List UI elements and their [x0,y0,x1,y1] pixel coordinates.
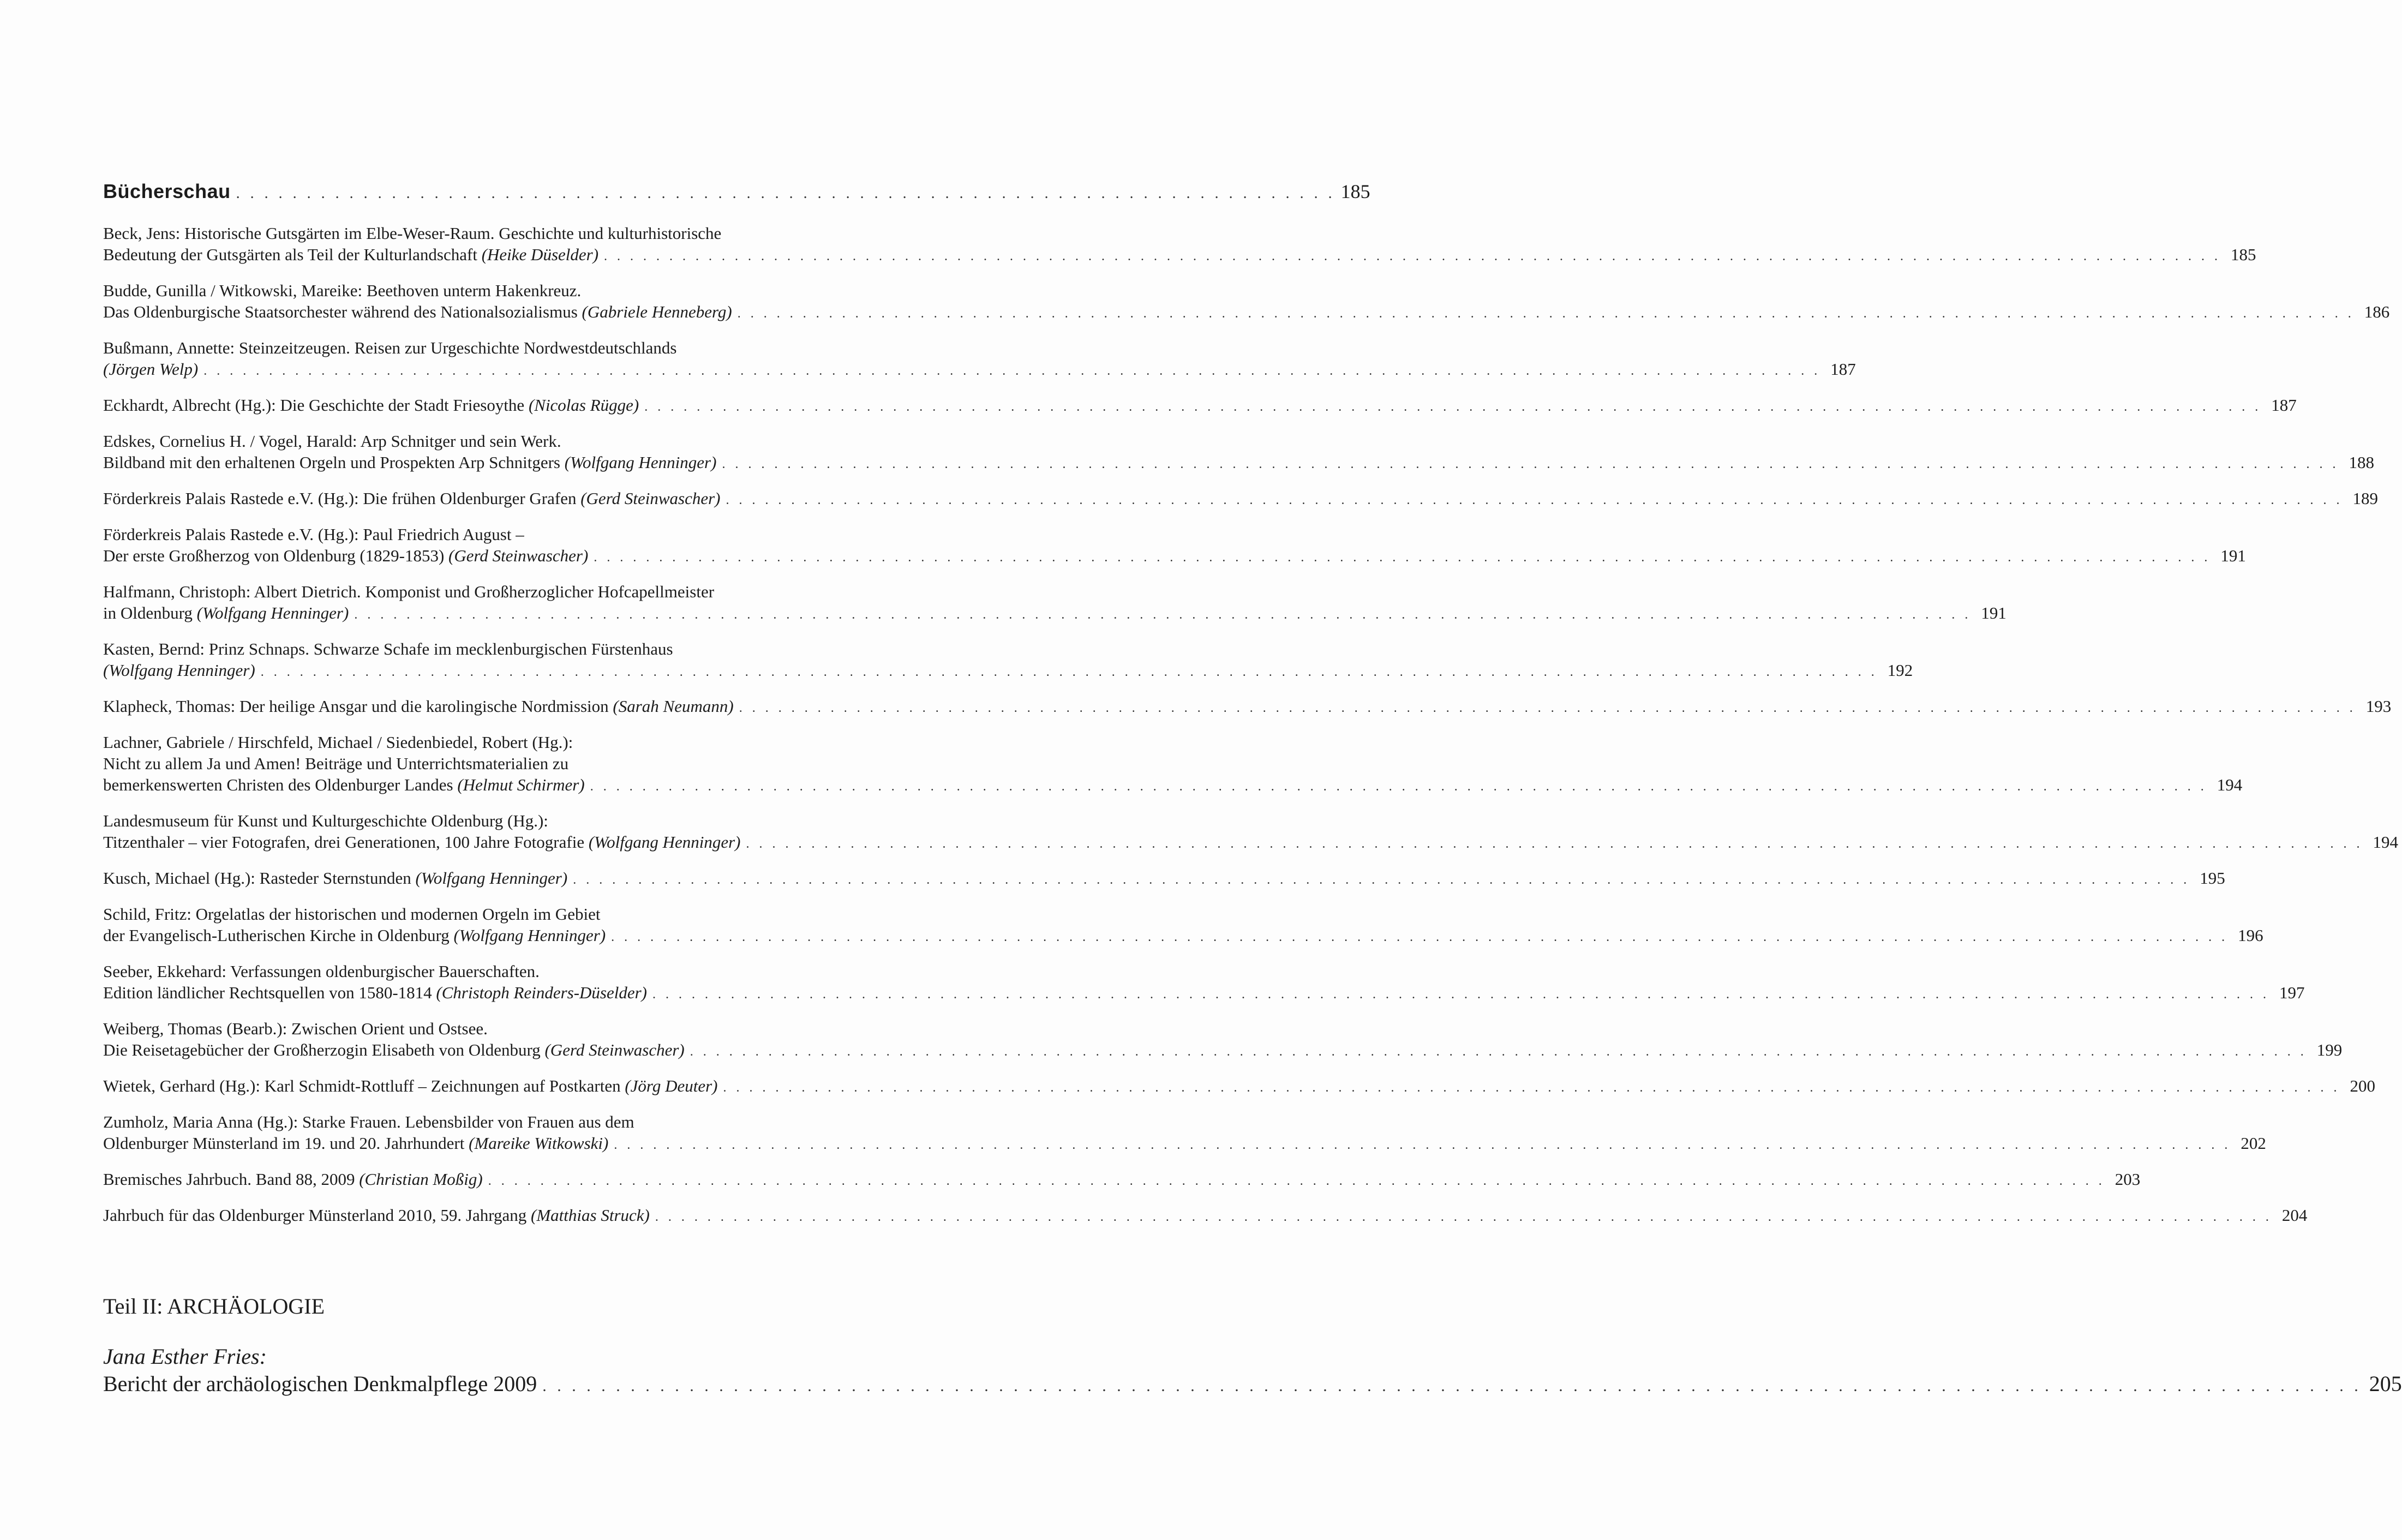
entry-text [103,867,567,889]
article-entry [103,1343,2402,1400]
dot-leader: . . . . . . . . . . . . . . . . . . . . . . . . . . . . . . . . . . . . . . . . . . . . . . . . . . . . . . . . . . . . . . . . . . . . . . . . . . . . . . . . . . . . . . . . . . . . . . . . . . . . . . . . . . . . . . . . . . . . . . . . . . . . [722,457,2339,471]
reviewer-name: (Helmut Schirmer) [457,775,585,794]
entry-text [103,1205,650,1226]
dot-leader: . . . . . . . . . . . . . . . . . . . . . . . . . . . . . . . . . . . . . . . . . . . . . . . . . . . . . . . . . . . . . . . . . . . . . . . . . . . . . . . . . . . . . . . . . . . . . . . . . . . . . . . . . . . . . . . . . . . . . . . . . . . . [690,1045,2307,1059]
entry-title: Das Oldenburgische Staatsorchester während des Nationalsozialismus [103,302,578,321]
entry-title: Bildband mit den erhaltenen Orgeln und Prospekten Arp Schnitgers [103,453,560,472]
dot-leader: . . . . . . . . . . . . . . . . . . . . . . . . . . . . . . . . . . . . . . . . . . . . . . . . . . . . . . . . . . . . . . . . . . . . . . . . . . . . . . . . . . . . . . . . . . . . . . . . . . . . . . . . . . . . . . . . . . . . . . . . . . . . [652,987,2269,1002]
entry-title: Bremisches Jahrbuch. Band 88, 2009 [103,1170,355,1189]
entry-title: Klapheck, Thomas: Der heilige Ansgar und die karolingische Nordmission [103,697,609,716]
review-entries [103,223,2399,1228]
entry-line: Kasten, Bernd: Prinz Schnaps. Schwarze Schafe im mecklenburgischen Fürstenhaus [103,639,673,658]
entry-page-number: 187 [2271,396,2297,415]
dot-leader: . . . . . . . . . . . . . . . . . . . . . . . . . . . . . . . . . . . . . . . . . . . . . . . . . . . . . . . . . . . . . . . . . . . . . . . . . . . . . . . . . . . . . . . . . . . . . . . . . . . . . . . . . . . . . . . . . . . . . . . . . . . . [746,837,2363,851]
entry-page-number: 188 [2349,453,2374,472]
entry-page-number: 194 [2217,775,2243,794]
entry-title: Titzenthaler – vier Fotografen, drei Generationen, 100 Jahre Fotografie [103,832,585,852]
toc-entry [103,1018,2343,1063]
entry-page-number: 202 [2241,1134,2266,1153]
reviewer-name: (Wolfgang Henninger) [103,661,255,680]
reviewer-name: (Sarah Neumann) [613,697,734,716]
reviewer-name: (Nicolas Rügge) [528,396,639,415]
section-title: Bücherschau [103,180,231,202]
entry-page-number: 189 [2352,489,2378,508]
toc-entry [103,867,2225,891]
entry-text [103,1132,608,1154]
entry-title: Förderkreis Palais Rastede e.V. (Hg.): Die frühen Oldenburger Grafen [103,489,577,508]
reviewer-name: (Wolfgang Henninger) [415,868,568,888]
entry-title: Oldenburger Münsterland im 19. und 20. Jahrhundert [103,1134,465,1153]
entry-title: der Evangelisch-Lutherischen Kirche in Oldenburg [103,926,450,945]
entry-page-number: 194 [2373,832,2399,852]
dot-leader: . . . . . . . . . . . . . . . . . . . . . . . . . . . . . . . . . . . . . . . . . . . . . . . . . . . . . . . . . . . . . . . . . . . . . . . . . . . . . . . . . . . . . . . . . . . . . . . . . . . . . . . . . . . . . . . . . . . . . . . . . . . . [260,665,1878,679]
dot-leader: . . . . . . . . . . . . . . . . . . . . . . . . . . . . . . . . . . . . . . . . . . . . . . . . . . . . . . . . . . . . . . . . . . . . . . . . . . . . . . . . . . . . . . . . . . . . . . . . . . . . . . . . . . . . . . . . . . . . . . . . . . . . [737,307,2355,321]
entry-title: Wietek, Gerhard (Hg.): Karl Schmidt-Rottluff – Zeichnungen auf Postkarten [103,1076,621,1095]
reviewer-name: (Heike Düselder) [481,245,599,264]
entry-text [103,545,588,566]
dot-leader: . . . . . . . . . . . . . . . . . . . . . . . . . . . . . . . . . . . . . . . . . . . . . . . . . . . . . . . . . . . . . . . . . . . . . . . . . . . . . . . . . . . . . . . . . . . . . . . . . . . . . . . . . . . . . . . . . . . . . . . . . . . . [573,873,2190,887]
entry-line: Halfmann, Christoph: Albert Dietrich. Komponist und Großherzoglicher Hofcapellmeister [103,582,715,601]
reviewer-name: (Gerd Steinwascher) [448,546,589,565]
toc-entry [103,488,2378,511]
entry-page-number: 196 [2238,926,2263,945]
dot-leader: . . . . . . . . . . . . . . . . . . . . . . . . . . . . . . . . . . . . . . . . . . . . . . . . . . . . . . . . . . . . . . . . . . . . . . . . . . . . . . . . . . . . . . . . . . . . . . . . . . . . . . . . . . . . . . . . . . . . . . . . . . . . [644,400,2262,414]
entry-text [103,1075,718,1096]
toc-entry [103,430,2374,475]
entry-page-number: 200 [2350,1076,2375,1095]
toc-entry [103,280,2390,325]
entry-page-number: 193 [2365,697,2392,716]
dot-leader: . . . . . . . . . . . . . . . . . . . . . . . . . . . . . . . . . . . . . . . . . . . . . . . . . . . . . . . . . . . . . . . . . . . . . . . . . . . . . . . . . . . . . . . . . . . . . . . . . . . . . . . . . . . . . . . . . . . . . . . . . . . . [203,364,1821,378]
reviewer-name: (Matthias Struck) [531,1206,650,1225]
reviewer-name: (Wolfgang Henninger) [196,603,349,622]
dot-leader: . . . . . . . . . . . . . . . . . . . . . . . . . . . . . . . . . . . . . . . . . . . . . . . . . . . . . . . . . . . . . . . . . . . . . . . . . . . . . . . . . . . . . . . . . . . . . . . . . . . . . . . . . . . . . . . . . . . . . . . . . . . . [614,1138,2231,1152]
entry-title: Edition ländlicher Rechtsquellen von 1580-1814 [103,983,432,1002]
entry-line: Budde, Gunilla / Witkowski, Mareike: Beethoven unterm Hakenkreuz. [103,281,582,300]
entry-text [103,982,647,1003]
toc-entry [103,524,2246,568]
reviewer-name: (Gerd Steinwascher) [580,489,721,508]
article-title: Bericht der archäologischen Denkmalpflege 2009 [103,1371,537,1396]
dot-leader: . . . . . . . . . . . . . . . . . . . . . . . . . . . . . . . . . . . . . . . . . . . . . . . . . . . . . . . . . . . . . . . . . . . . . . . . . . . . . . . . . . . . . . . . . . . . . . . . . . . . . . . . . . . . . . . . . . . . . . . . . . . . [655,1210,2272,1224]
dot-leader: . . . . . . . . . . . . . . . . . . . . . . . . . . . . . . . . . . . . . . . . . . . . . . . . . . . . . . . . . . . . . . . . . . . . . . . . . . . . . . . . . . . . . . . . . . . . . . . . . . . . . . . . . . . . . . . . . . . . . . . . . . . . [594,550,2211,565]
reviewer-name: (Christoph Reinders-Düselder) [436,983,647,1002]
entry-line: Schild, Fritz: Orgelatlas der historischen und modernen Orgeln im Gebiet [103,904,601,924]
entry-page-number: 186 [2364,302,2390,321]
entry-title: Kusch, Michael (Hg.): Rasteder Sternstunden [103,868,411,888]
entry-title: in Oldenburg [103,603,193,622]
entry-line: Nicht zu allem Ja und Amen! Beiträge und Unterrichtsmaterialien zu [103,754,569,773]
toc-entry [103,696,2392,719]
reviewer-name: (Wolfgang Henninger) [453,926,606,945]
entry-text [103,696,734,717]
reviewer-name: (Jörg Deuter) [625,1076,718,1095]
dot-leader: . . . . . . . . . . . . . . . . . . . . . . . . . . . . . . . . . . . . . . . . . . . . . . . . . . . . . . . . . . . . . . . . . . . . . . . . . . . . . . . . . . . . . . . . . . . . . . . . . . . . . . . . . . . . . . . . . . . . . . . . . . . . [542,1377,2362,1395]
entry-line: Landesmuseum für Kunst und Kulturgeschichte Oldenburg (Hg.): [103,811,548,830]
dot-leader: . . . . . . . . . . . . . . . . . . . . . . . . . . . . . . . . . . . . . . . . . . . . . . . . . . . . . . . . . . . . . . . . . . . . . . . . . . . . . . . . . . . . . . . . . . . . . . . . . . . . . . . . . . . . . . . . . . . . . . . . . . . . [604,249,2221,263]
dot-leader: . . . . . . . . . . . . . . . . . . . . . . . . . . . . . . . . . . . . . . . . . . . . . . . . . . . . . . . . . . . . . . . . . . . . . . . . . . . . . . . . . . . . . . . . . . . . . . . . . . . . . . . . . . . . . . . . . . . . . . . . . . . . [488,1174,2105,1188]
reviewer-name: (Gabriele Henneberg) [582,302,732,321]
section-heading [103,180,1370,203]
entry-page-number: 191 [1981,603,2006,622]
entry-line: Edskes, Cornelius H. / Vogel, Harald: Arp Schnitger und sein Werk. [103,432,561,451]
entry-page-number: 187 [1830,359,1856,379]
entry-page-number: 195 [2200,868,2225,888]
reviewer-name: (Christian Moßig) [359,1170,483,1189]
entry-text [103,452,716,473]
reviewer-name: (Jörgen Welp) [103,359,199,379]
table-of-contents [103,180,2402,1400]
toc-entry [103,1205,2308,1228]
section-page-number: 185 [1340,181,1370,202]
reviewer-name: (Mareike Witkowski) [469,1134,609,1153]
part-heading: Teil II: ARCHÄOLOGIE [103,1294,325,1319]
reviewer-name: (Wolfgang Henninger) [564,453,717,472]
dot-leader: . . . . . . . . . . . . . . . . . . . . . . . . . . . . . . . . . . . . . . . . . . . . . . . . . . . . . . . . . . . . . . . . . . . . . . . . . . . . . . . . . . . . . . . . . . . . . . . . . . . . . . . . . . . . . . . . . . . . . . . . . . . . [354,608,1972,622]
entry-page-number: 185 [2231,245,2256,264]
entry-page-number: 192 [1887,661,1913,680]
toc-entry [103,961,2305,1005]
entry-text [103,774,585,795]
entry-line: Beck, Jens: Historische Gutsgärten im Elbe-Weser-Raum. Geschichte und kulturhistorische [103,224,722,243]
dot-leader: . . . . . . . . . . . . . . . . . . . . . . . . . . . . . . . . . . . . . . . . . . . . . . . . . . . . . . . . . . . . . . . . . . . . . . . . . . . . . . . . . . . . . . . . . . . . . . . . . . . . . . . . . . . . . . . . . . . . . . . . . . . . [739,701,2356,715]
toc-entry [103,1169,2141,1192]
entry-text [103,602,349,624]
entry-title: Eckhardt, Albrecht (Hg.): Die Geschichte der Stadt Friesoythe [103,396,525,415]
article-author: Jana Esther Fries: [103,1344,267,1369]
entry-line: Bußmann, Annette: Steinzeitzeugen. Reisen zur Urgeschichte Nordwestdeutschlands [103,338,677,357]
entry-page-number: 203 [2115,1170,2141,1189]
entry-text [103,1169,483,1190]
entry-page-number: 191 [2220,546,2246,565]
toc-entry [103,223,2256,267]
toc-entry [103,732,2243,798]
entry-title: Die Reisetagebücher der Großherzogin Elisabeth von Oldenburg [103,1040,541,1059]
entry-line: Lachner, Gabriele / Hirschfeld, Michael / Siedenbiedel, Robert (Hg.): [103,733,573,752]
reviewer-name: (Gerd Steinwascher) [544,1040,685,1059]
entry-title: Der erste Großherzog von Oldenburg (1829-1853) [103,546,445,565]
entry-text [103,488,720,509]
entry-text [103,831,741,853]
entry-line: Zumholz, Maria Anna (Hg.): Starke Frauen. Lebensbilder von Frauen aus dem [103,1112,634,1131]
toc-entry [103,1111,2266,1156]
dot-leader: . . . . . . . . . . . . . . . . . . . . . . . . . . . . . . . . . . . . . . . . . . . . . . . . . . . . . . . . . . . . . . . . . . . . . . . . . . . . . . . . . . . . . . . . . . . . . . . . . . . . . . . . . . . . . . . . . . . . . . . . . . . . [723,1081,2340,1095]
article-page-number: 205 [2369,1371,2402,1396]
toc-entry [103,810,2399,855]
entry-text [103,358,198,380]
entry-title: Bedeutung der Gutsgärten als Teil der Kulturlandschaft [103,245,477,264]
dot-leader: . . . . . . . . . . . . . . . . . . . . . . . . . . . . . . . . . . . . . . . . . . . . . . . . . . . . . . . . . . . . . . . . . . . . . . . . . . . . . . [236,185,1335,202]
dot-leader: . . . . . . . . . . . . . . . . . . . . . . . . . . . . . . . . . . . . . . . . . . . . . . . . . . . . . . . . . . . . . . . . . . . . . . . . . . . . . . . . . . . . . . . . . . . . . . . . . . . . . . . . . . . . . . . . . . . . . . . . . . . . [590,780,2207,794]
entry-text [103,394,639,416]
entry-title: Jahrbuch für das Oldenburger Münsterland 2010, 59. Jahrgang [103,1206,527,1225]
entry-page-number: 204 [2281,1206,2308,1225]
toc-entry [103,581,2006,626]
toc-entry [103,337,1856,382]
entry-title: bemerkenswerten Christen des Oldenburger Landes [103,775,453,794]
dot-leader: . . . . . . . . . . . . . . . . . . . . . . . . . . . . . . . . . . . . . . . . . . . . . . . . . . . . . . . . . . . . . . . . . . . . . . . . . . . . . . . . . . . . . . . . . . . . . . . . . . . . . . . . . . . . . . . . . . . . . . . . . . . . [611,930,2229,944]
entry-text [103,925,606,946]
entry-text [103,244,598,265]
entry-line: Weiberg, Thomas (Bearb.): Zwischen Orient und Ostsee. [103,1019,488,1038]
entry-text [103,660,255,681]
toc-entry [103,1075,2375,1099]
entry-line: Förderkreis Palais Rastede e.V. (Hg.): Paul Friedrich August – [103,525,524,544]
entry-page-number: 197 [2279,983,2305,1002]
toc-entry [103,638,1913,683]
dot-leader: . . . . . . . . . . . . . . . . . . . . . . . . . . . . . . . . . . . . . . . . . . . . . . . . . . . . . . . . . . . . . . . . . . . . . . . . . . . . . . . . . . . . . . . . . . . . . . . . . . . . . . . . . . . . . . . . . . . . . . . . . . . . [726,493,2343,507]
entry-text [103,1039,685,1060]
entry-line: Seeber, Ekkehard: Verfassungen oldenburgischer Bauerschaften. [103,962,540,981]
entry-page-number: 199 [2316,1040,2343,1059]
toc-entry [103,394,2297,418]
entry-text [103,301,732,322]
reviewer-name: (Wolfgang Henninger) [588,832,741,852]
toc-entry [103,903,2263,948]
